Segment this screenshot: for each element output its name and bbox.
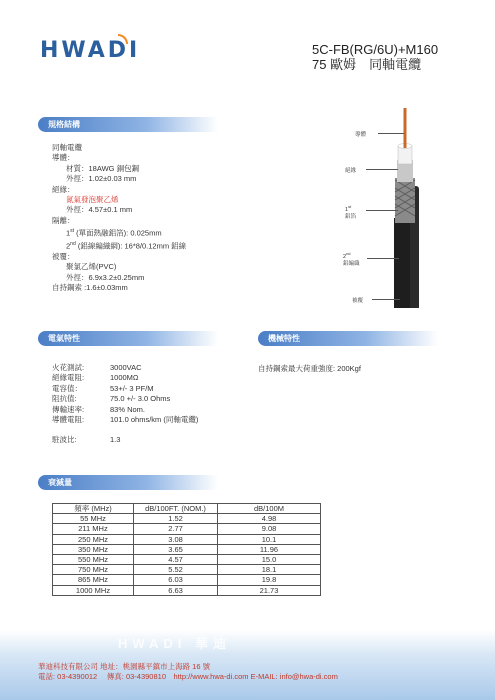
table-row bbox=[53, 524, 321, 534]
footer-phone-web: 電話: 03-4390012 傳真: 03-4390810 http://www.hwa-di.com E-MAIL: info@hwa-di.com bbox=[38, 672, 338, 681]
spec-block bbox=[52, 143, 186, 294]
electrical-row bbox=[52, 405, 198, 415]
ordinal-suffix: st bbox=[70, 228, 75, 235]
table-cell: 18.1 bbox=[218, 565, 321, 575]
table-cell: 4.57 bbox=[134, 554, 218, 564]
attenuation-table bbox=[52, 503, 321, 596]
leader-line bbox=[367, 258, 399, 259]
electrical-value: 1000MΩ bbox=[110, 373, 139, 383]
table-row bbox=[53, 554, 321, 564]
product-title bbox=[312, 42, 438, 72]
spec-line: 自持鋼索 :1.6±0.03mm bbox=[52, 283, 128, 293]
label-jacket: 被覆 bbox=[352, 298, 364, 304]
table-row bbox=[53, 585, 321, 595]
cable-illustration bbox=[385, 108, 425, 308]
vswr-row bbox=[52, 435, 198, 445]
electrical-block bbox=[52, 363, 198, 446]
table-cell: 55 MHz bbox=[53, 514, 134, 524]
footer-watermark: HWADI 華迪 bbox=[118, 636, 231, 651]
electrical-row bbox=[52, 394, 198, 404]
table-row bbox=[53, 514, 321, 524]
leader-line bbox=[366, 169, 398, 170]
table-cell: 350 MHz bbox=[53, 544, 134, 554]
table-cell: 6.03 bbox=[134, 575, 218, 585]
section-header-attenuation: 衰減量 bbox=[38, 475, 218, 490]
electrical-value: 3000VAC bbox=[110, 363, 142, 372]
table-cell: 3.65 bbox=[134, 544, 218, 554]
table-cell: 6.63 bbox=[134, 585, 218, 595]
table-cell: 3.08 bbox=[134, 534, 218, 544]
label-insulation: 絕緣 bbox=[345, 168, 357, 174]
electrical-key: 絕緣電阻: bbox=[52, 373, 85, 383]
spec-line bbox=[52, 226, 186, 239]
spec-line: 氮氣發泡聚乙烯 bbox=[66, 195, 119, 205]
electrical-value: 1.3 bbox=[110, 435, 121, 445]
electrical-row bbox=[52, 415, 198, 425]
table-cell: 211 MHz bbox=[53, 524, 134, 534]
table-row bbox=[53, 544, 321, 554]
ordinal: 1 bbox=[345, 206, 349, 213]
ordinal: 1 bbox=[66, 228, 71, 238]
electrical-value: 53+/- 3 PF/M bbox=[110, 383, 154, 393]
table-cell: 2.77 bbox=[134, 524, 218, 534]
shield1-name: 鋁箔 bbox=[345, 213, 357, 220]
label-conductor: 導體 bbox=[355, 132, 367, 138]
spec-line: 被覆： bbox=[52, 252, 75, 262]
table-cell: 865 MHz bbox=[53, 575, 134, 585]
electrical-key: 阻抗值: bbox=[52, 394, 77, 404]
spec-value: (單面熱融鋁箔): 0.025mm bbox=[76, 228, 162, 238]
spec-line bbox=[52, 239, 186, 252]
company-logo: HWADI bbox=[40, 38, 141, 63]
table-cell: 11.96 bbox=[218, 544, 321, 554]
electrical-row bbox=[52, 363, 198, 373]
spec-value: (鋁線編織網): 16*8/0.12mm 鋁線 bbox=[77, 241, 187, 251]
table-cell: 1000 MHz bbox=[53, 585, 134, 595]
product-subtitle: 75 歐姆 同軸電纜 bbox=[312, 57, 422, 72]
table-cell: 750 MHz bbox=[53, 565, 134, 575]
shield2-name: 鋁編織 bbox=[343, 260, 360, 267]
table-row bbox=[53, 565, 321, 575]
table-row bbox=[53, 534, 321, 544]
electrical-value: 83% Nom. bbox=[110, 404, 146, 414]
spec-line: 材質：18AWG 銅包鋼 bbox=[66, 163, 140, 173]
table-cell: 15.0 bbox=[218, 554, 321, 564]
spec-line: 外徑：6.9x3.2±0.25mm bbox=[66, 272, 145, 282]
table-cell: 250 MHz bbox=[53, 534, 134, 544]
spec-line: 同軸電纜 bbox=[52, 143, 82, 152]
model-number: 5C-FB(RG/6U)+M160 bbox=[312, 42, 439, 57]
table-cell: 1.52 bbox=[134, 514, 218, 524]
table-cell: 19.8 bbox=[218, 575, 321, 585]
leader-line bbox=[378, 133, 404, 134]
column-header: dB/100M bbox=[218, 504, 321, 514]
table-row bbox=[53, 575, 321, 585]
footer-contact bbox=[38, 662, 338, 682]
spec-line: 導體： bbox=[52, 153, 75, 163]
conductor-shape bbox=[404, 108, 407, 148]
section-header-electrical: 電氣特性 bbox=[38, 331, 218, 346]
ordinal-suffix: nd bbox=[346, 251, 351, 256]
ordinal-suffix: nd bbox=[70, 241, 76, 248]
spec-line: 隔離： bbox=[52, 215, 75, 225]
electrical-row bbox=[52, 373, 198, 383]
column-header: dB/100FT. (NOM.) bbox=[134, 504, 218, 514]
table-cell: 21.73 bbox=[218, 585, 321, 595]
ordinal: 2 bbox=[66, 241, 71, 251]
table-cell: 550 MHz bbox=[53, 554, 134, 564]
spec-line: 外徑：1.02±0.03 mm bbox=[66, 174, 137, 184]
spec-line: 外徑：4.57±0.1 mm bbox=[66, 205, 133, 215]
section-header-mechanical: 機械特性 bbox=[258, 331, 438, 346]
table-cell: 9.08 bbox=[218, 524, 321, 534]
column-header: 頻率 (MHz) bbox=[53, 504, 134, 514]
label-shield2 bbox=[343, 250, 360, 268]
electrical-key: 傳輸速率: bbox=[52, 404, 85, 414]
electrical-value: 75.0 +/- 3.0 Ohms bbox=[110, 394, 171, 404]
electrical-key: 導體電阻: bbox=[52, 415, 85, 425]
leader-line bbox=[366, 210, 398, 211]
electrical-value: 101.0 ohms/km (同軸電纜) bbox=[110, 415, 199, 425]
mechanical-text: 自持鋼索最大荷重強度: 200Kgf bbox=[258, 364, 361, 373]
ordinal-suffix: st bbox=[348, 204, 352, 209]
logo-signal-icon bbox=[118, 34, 128, 44]
ordinal: 2 bbox=[343, 253, 347, 260]
leader-line bbox=[372, 299, 400, 300]
electrical-key: 電容值： bbox=[52, 383, 82, 393]
table-header-row bbox=[53, 504, 321, 514]
braid-shape bbox=[395, 178, 415, 223]
electrical-key: 駐波比: bbox=[52, 435, 77, 445]
spec-line: 聚氯乙烯(PVC) bbox=[66, 262, 117, 272]
table-cell: 5.52 bbox=[134, 565, 218, 575]
electrical-key: 火花測試: bbox=[52, 363, 85, 372]
electrical-row bbox=[52, 384, 198, 394]
section-header-spec: 規格結構 bbox=[38, 117, 218, 132]
label-shield1 bbox=[345, 203, 356, 221]
spec-line: 絕緣： bbox=[52, 184, 75, 194]
footer-address: 華迪科技有限公司 地址：桃園縣平鎮市上海路 16 號 bbox=[38, 662, 211, 671]
table-cell: 4.98 bbox=[218, 514, 321, 524]
table-cell: 10.1 bbox=[218, 534, 321, 544]
